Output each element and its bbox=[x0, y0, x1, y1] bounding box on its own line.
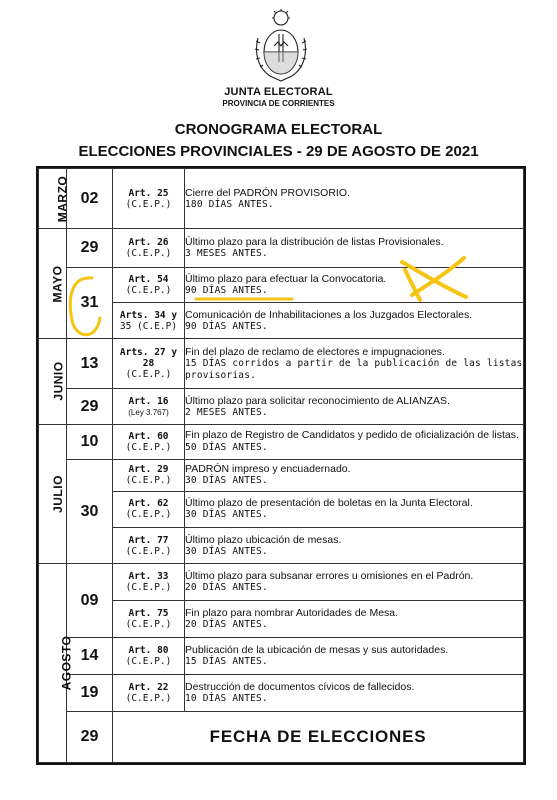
day-cell: 10 bbox=[67, 425, 113, 460]
table-row bbox=[39, 169, 524, 229]
description-cell: Último plazo de presentación de boletas en la Junta Electoral. 30 DÍAS ANTES. bbox=[185, 491, 524, 528]
election-day-cell: 29 bbox=[67, 711, 113, 762]
description-cell: Fin del plazo de reclamo de electores e impugnaciones. 15 DÍAS corridos a partir de la publicación de las listas provisorias. bbox=[185, 338, 524, 388]
article-cell: Arts. 34 y 35 (C.E.P) bbox=[113, 303, 185, 339]
table-row bbox=[39, 338, 524, 388]
coat-of-arms-icon bbox=[252, 8, 310, 84]
article-cell: Art. 33 (C.E.P.) bbox=[113, 564, 185, 601]
table-row bbox=[39, 229, 524, 268]
article-cell: Art. 26 (C.E.P.) bbox=[113, 229, 185, 268]
description-cell: Último plazo para la distribución de listas Provisionales. 3 MESES ANTES. bbox=[185, 229, 524, 268]
description-cell: Destrucción de documentos cívicos de fallecidos. 10 DÍAS ANTES. bbox=[185, 674, 524, 711]
day-cell: 29 bbox=[67, 389, 113, 425]
description-cell: Último plazo para efectuar la Convocatoria. 90 DÍAS ANTES. bbox=[185, 268, 524, 303]
org-subtitle: PROVINCIA DE CORRIENTES bbox=[222, 99, 335, 108]
month-agosto: AGOSTO bbox=[39, 564, 67, 763]
article-cell: Art. 16 (Ley 3.767) bbox=[113, 389, 185, 425]
schedule-table bbox=[36, 166, 526, 765]
day-cell: 14 bbox=[67, 637, 113, 674]
description-cell: Comunicación de Inhabilitaciones a los Juzgados Electorales. 90 DÍAS ANTES. bbox=[185, 303, 524, 339]
description-cell: Último plazo para subsanar errores u omisiones en el Padrón. 20 DÍAS ANTES. bbox=[185, 564, 524, 601]
day-cell: 02 bbox=[67, 169, 113, 229]
article-cell: Art. 77 (C.E.P.) bbox=[113, 528, 185, 564]
table-row bbox=[39, 637, 524, 674]
table-row bbox=[39, 564, 524, 601]
table-row bbox=[39, 425, 524, 460]
month-mayo: MAYO bbox=[39, 229, 67, 339]
table-row bbox=[39, 674, 524, 711]
table-row bbox=[39, 389, 524, 425]
table-row bbox=[39, 711, 524, 762]
description-cell: Último plazo ubicación de mesas. 30 DÍAS ANTES. bbox=[185, 528, 524, 564]
day-cell: 30 bbox=[67, 459, 113, 563]
article-cell: Art. 75 (C.E.P.) bbox=[113, 601, 185, 638]
article-cell: Art. 60 (C.E.P.) bbox=[113, 425, 185, 460]
month-marzo: MARZO bbox=[39, 169, 67, 229]
org-name: JUNTA ELECTORAL bbox=[224, 86, 333, 98]
article-cell: Art. 80 (C.E.P.) bbox=[113, 637, 185, 674]
document-subtitle: ELECCIONES PROVINCIALES - 29 DE AGOSTO DE 2021 bbox=[78, 143, 479, 160]
day-cell: 31 bbox=[67, 268, 113, 339]
election-date-label: FECHA DE ELECCIONES bbox=[113, 711, 524, 762]
day-cell: 13 bbox=[67, 338, 113, 388]
article-cell: Arts. 27 y 28 (C.E.P.) bbox=[113, 338, 185, 388]
table-row bbox=[39, 459, 524, 491]
description-cell: Último plazo para solicitar reconocimiento de ALIANZAS. 2 MESES ANTES. bbox=[185, 389, 524, 425]
document-header bbox=[0, 0, 557, 160]
description-cell: Fin plazo de Registro de Candidatos y pedido de oficialización de listas. 50 DÍAS ANTES. bbox=[185, 425, 524, 460]
table-row bbox=[39, 268, 524, 303]
article-cell: Art. 54 (C.E.P.) bbox=[113, 268, 185, 303]
description-cell: PADRÓN impreso y encuadernado. 30 DÍAS ANTES. bbox=[185, 459, 524, 491]
description-cell: Publicación de la ubicación de mesas y sus autoridades. 15 DÍAS ANTES. bbox=[185, 637, 524, 674]
day-cell: 09 bbox=[67, 564, 113, 638]
description-cell: Cierre del PADRÓN PROVISORIO. 180 DÍAS ANTES. bbox=[185, 169, 524, 229]
description-cell: Fin plazo para nombrar Autoridades de Mesa. 20 DÍAS ANTES. bbox=[185, 601, 524, 638]
article-cell: Art. 62 (C.E.P.) bbox=[113, 491, 185, 528]
day-cell: 19 bbox=[67, 674, 113, 711]
month-julio: JULIO bbox=[39, 425, 67, 564]
article-cell: Art. 25 (C.E.P.) bbox=[113, 169, 185, 229]
month-junio: JUNIO bbox=[39, 338, 67, 424]
article-cell: Art. 29 (C.E.P.) bbox=[113, 459, 185, 491]
article-cell: Art. 22 (C.E.P.) bbox=[113, 674, 185, 711]
document-title: CRONOGRAMA ELECTORAL bbox=[174, 121, 383, 138]
day-cell: 29 bbox=[67, 229, 113, 268]
